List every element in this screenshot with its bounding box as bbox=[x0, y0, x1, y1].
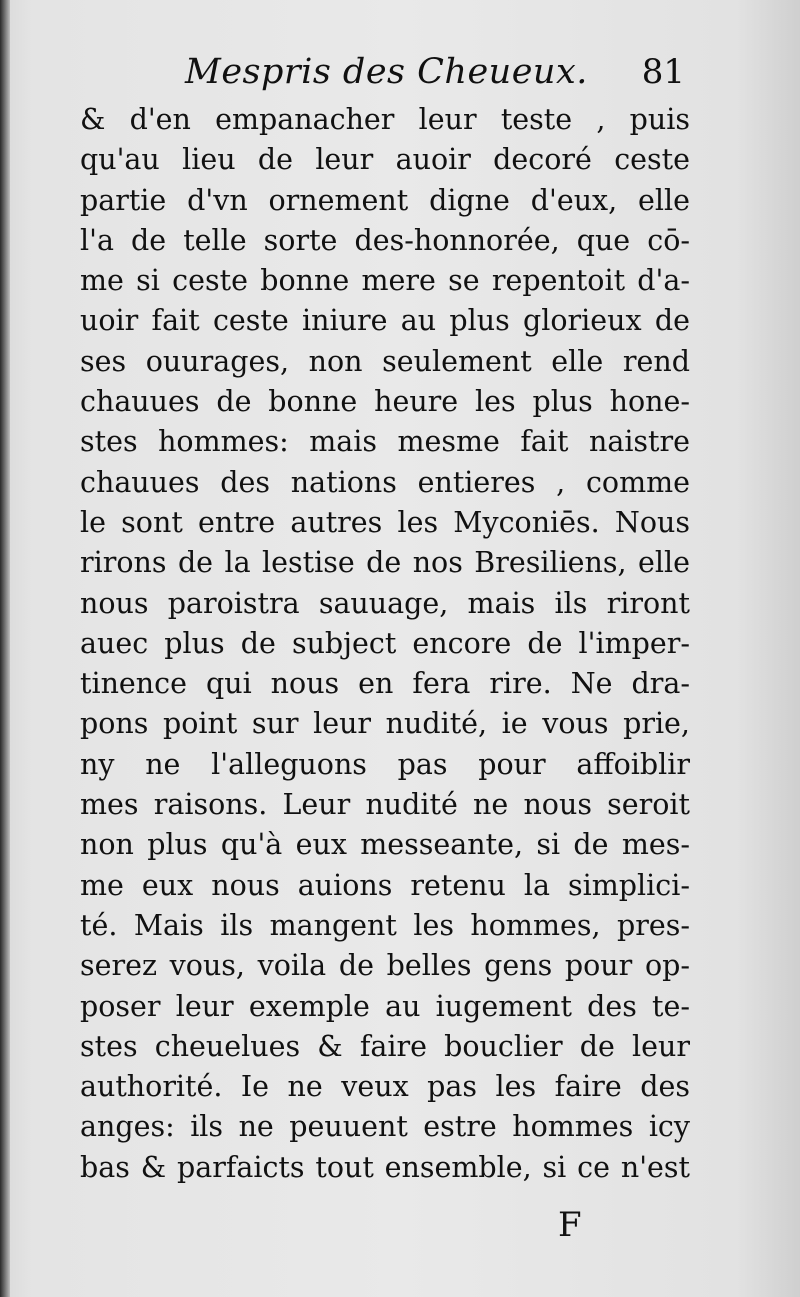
text-line: qu'au lieu de leur auoir decoré ceste bbox=[80, 143, 690, 177]
signature-mark: F bbox=[558, 1205, 582, 1245]
text-line: me eux nous auions retenu la simplici- bbox=[80, 868, 690, 902]
text-line: té. Mais ils mangent les hommes, pres- bbox=[80, 908, 690, 942]
text-line: le sont entre autres les Myconiēs. Nous bbox=[80, 505, 690, 539]
text-line: stes cheuelues & faire bouclier de leur bbox=[80, 1029, 690, 1063]
text-line: stes hommes: mais mesme fait naistre bbox=[80, 425, 690, 459]
text-line: nous paroistra sauuage, mais ils riront bbox=[80, 586, 690, 620]
text-line: l'a de telle sorte des-honnorée, que cō- bbox=[80, 223, 690, 257]
text-line: tinence qui nous en fera rire. Ne dra- bbox=[80, 667, 690, 701]
text-line: & d'en empanacher leur teste , puis bbox=[80, 103, 690, 136]
text-line: ses ouurages, non seulement elle rend bbox=[80, 344, 690, 378]
text-line: uoir fait ceste iniure au plus glorieux de bbox=[80, 304, 690, 338]
text-line: partie d'vn ornement digne d'eux, elle bbox=[80, 183, 690, 217]
text-line: rirons de la lestise de nos Bresiliens, elle bbox=[80, 546, 690, 580]
text-line: ny ne l'alleguons pas pour affoiblir bbox=[80, 747, 690, 781]
running-title: Mespris des Cheueux. bbox=[185, 52, 588, 92]
text-line: poser leur exemple au iugement des te- bbox=[80, 989, 690, 1023]
text-line: bas & parfaicts tout ensemble, si ce n'est bbox=[80, 1150, 690, 1184]
text-line: auec plus de subject encore de l'imper- bbox=[80, 626, 690, 660]
body-text bbox=[80, 100, 690, 1188]
text-line: pons point sur leur nudité, ie vous prie, bbox=[80, 707, 690, 741]
text-line: mes raisons. Leur nudité ne nous seroit bbox=[80, 788, 690, 822]
text-line: serez vous, voila de belles gens pour op- bbox=[80, 949, 690, 983]
text-line: me si ceste bonne mere se repentoit d'a- bbox=[80, 264, 690, 298]
text-line: chauues de bonne heure les plus hone- bbox=[80, 385, 690, 419]
page-header bbox=[185, 52, 685, 102]
text-line: authorité. Ie ne veux pas les faire des bbox=[80, 1070, 690, 1104]
page-binding-edge bbox=[0, 0, 10, 1297]
page-number: 81 bbox=[641, 52, 685, 92]
text-line: non plus qu'à eux messeante, si de mes- bbox=[80, 828, 690, 862]
text-line: chauues des nations entieres , comme bbox=[80, 465, 690, 499]
text-line: anges: ils ne peuuent estre hommes icy bbox=[80, 1110, 690, 1144]
